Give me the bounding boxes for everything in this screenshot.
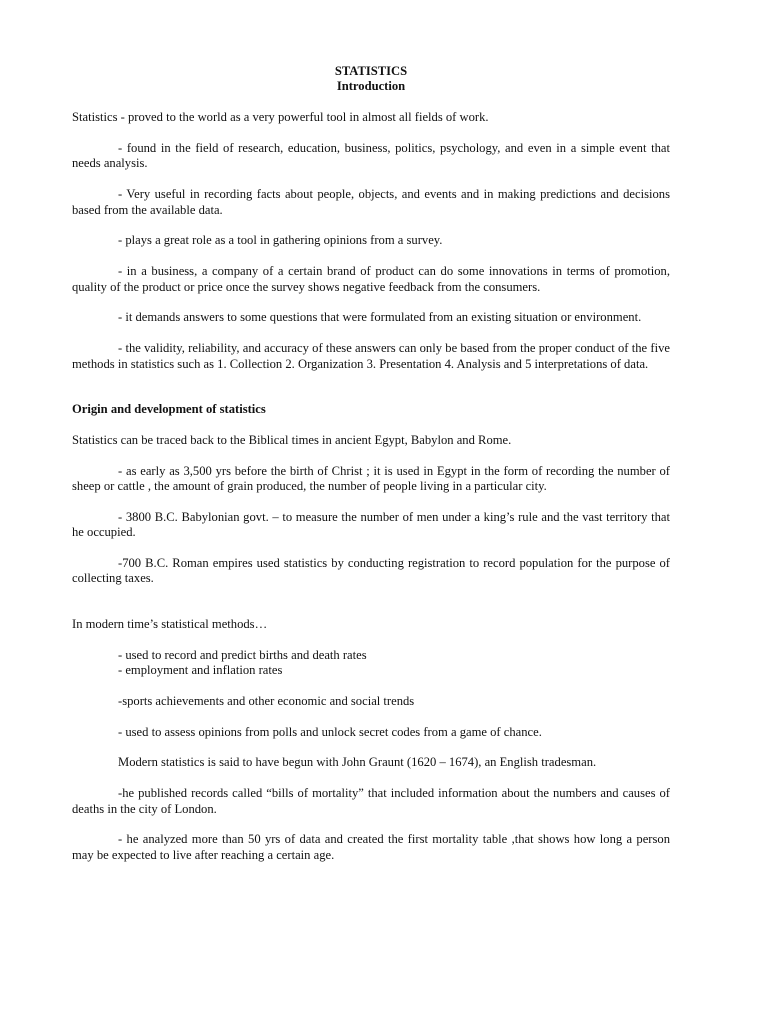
document-subtitle: Introduction — [336, 79, 406, 94]
origin-point: -700 B.C. Roman empires used statistics by conducting registration to record population for the purpose of collecting taxes. — [72, 556, 670, 586]
modern-point: Modern statistics is said to have begun with John Graunt (1620 – 1674), an English tradesman. — [118, 755, 597, 770]
intro-point: - it demands answers to some questions that were formulated from an existing situation or environment. — [118, 310, 642, 325]
intro-point: - the validity, reliability, and accuracy of these answers can only be based from the proper conduct of the five methods in statistics such as 1. Collection 2. Organization 3. Presentation 4. Analysis and 5 interpretations of data. — [72, 341, 670, 371]
modern-list-item: - used to record and predict births and death rates — [118, 647, 367, 662]
modern-list-item: - used to assess opinions from polls and unlock secret codes from a game of chance. — [118, 724, 542, 739]
document-page — [72, 64, 670, 863]
modern-list-item: - employment and inflation rates — [118, 663, 283, 678]
modern-lead: In modern time’s statistical methods… — [72, 616, 268, 631]
intro-point: - plays a great role as a tool in gathering opinions from a survey. — [118, 233, 443, 248]
intro-lead: Statistics - proved to the world as a very powerful tool in almost all fields of work. — [72, 110, 489, 125]
modern-point: - he analyzed more than 50 yrs of data and created the first mortality table ,that shows how long a person may be expected to live after reaching a certain age. — [72, 832, 670, 862]
document-title: STATISTICS — [334, 64, 408, 78]
modern-point: -he published records called “bills of mortality” that included information about the numbers and causes of deaths in the city of London. — [72, 786, 670, 816]
origin-lead: Statistics can be traced back to the Biblical times in ancient Egypt, Babylon and Rome. — [72, 432, 512, 447]
origin-point: - as early as 3,500 yrs before the birth of Christ ; it is used in Egypt in the form of recording the number of sheep or cattle , the amount of grain produced, the number of people living in a particular city. — [72, 463, 670, 494]
section-heading: Origin and development of statistics — [72, 402, 266, 417]
intro-point: - Very useful in recording facts about people, objects, and events and in making predictions and decisions based from the available data. — [72, 187, 670, 217]
modern-list-item: -sports achievements and other economic and social trends — [118, 693, 415, 708]
intro-point: - found in the field of research, education, business, politics, psychology, and even in a simple event that needs analysis. — [72, 141, 670, 171]
origin-point: - 3800 B.C. Babylonian govt. – to measure the number of men under a king’s rule and the vast territory that he occupied. — [72, 509, 670, 540]
intro-point: - in a business, a company of a certain brand of product can do some innovations in terms of promotion, quality of the product or price once the survey shows negative feedback from the consumers. — [72, 264, 670, 294]
